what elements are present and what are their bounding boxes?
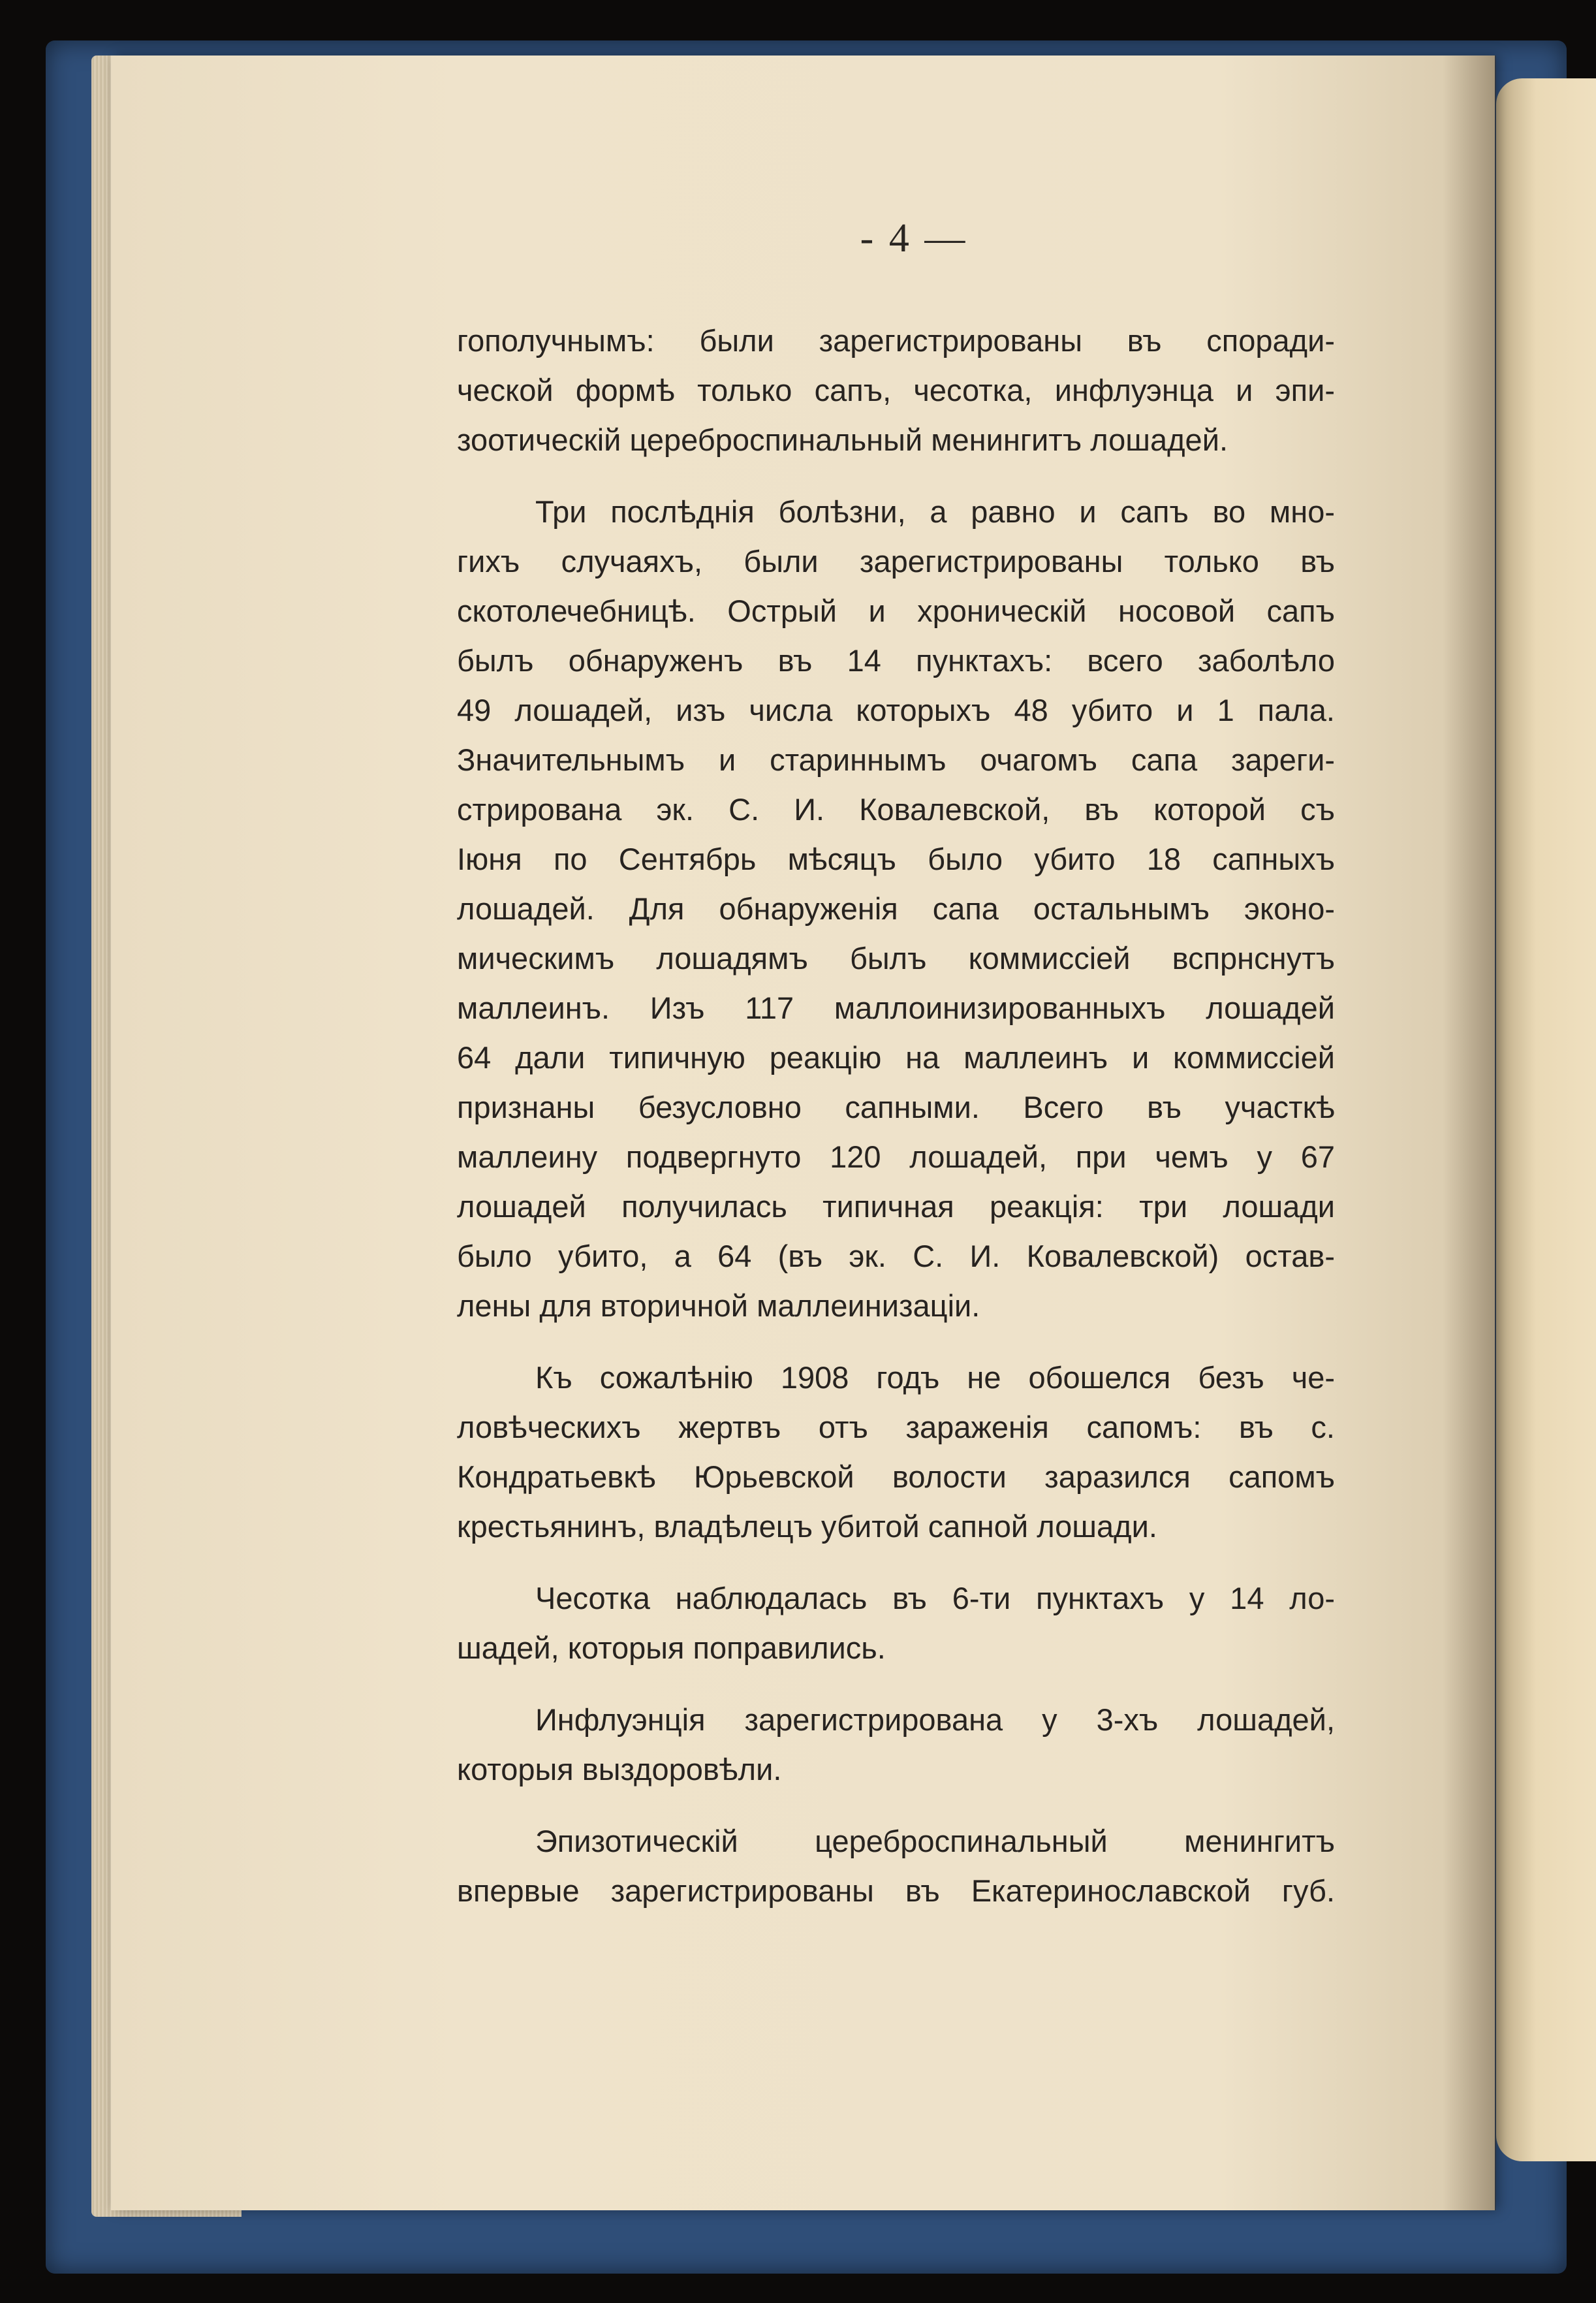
text-line: Къ сожалѣнію 1908 годъ не обошелся безъ че- [535,1360,1335,1395]
paragraph-5 [457,1695,1335,1794]
text-line: былъ обнаруженъ въ 14 пунктахъ: всего заболѣло [457,643,1335,678]
text-line: Три послѣднія болѣзни, а равно и сапъ во мно- [535,494,1335,529]
text-line: было убито, а 64 (въ эк. С. И. Ковалевской) остав- [457,1239,1335,1273]
paragraph-1 [457,316,1335,465]
text-line: Значительнымъ и стариннымъ очагомъ сапа зареги- [457,742,1335,777]
text-line: 49 лошадей, изъ числа которыхъ 48 убито и 1 пала. [457,693,1335,727]
text-line: которыя выздоровѣли. [457,1752,782,1787]
text-line: лошадей. Для обнаруженія сапа остальнымъ эконо- [457,891,1335,926]
text-line: 64 дали типичную реакцію на маллеинъ и коммиссіей [457,1040,1335,1075]
text-line: Инфлуэнція зарегистрирована у 3-хъ лошадей, [535,1702,1335,1737]
page-number: - 4 — [860,216,968,261]
text-line: впервые зарегистрированы въ Екатеринославской губ. [457,1873,1335,1908]
text-line: Эпизотическій цереброспинальный менингитъ [535,1824,1335,1858]
text-line: Кондратьевкѣ Юрьевской волости заразился сапомъ [457,1459,1335,1494]
text-line: маллеинъ. Изъ 117 маллоинизированныхъ лошадей [457,991,1335,1025]
text-line: Чесотка наблюдалась въ 6-ти пунктахъ у 14 ло- [535,1581,1335,1615]
text-line: шадей, которыя поправились. [457,1630,886,1665]
text-line: ческой формѣ только сапъ, чесотка, инфлуэнца и эпи- [457,373,1335,407]
text-line: ловѣческихъ жертвъ отъ зараженія сапомъ: въ с. [457,1410,1335,1444]
text-line: лошадей получилась типичная реакція: три лошади [457,1189,1335,1224]
text-line: зоотическій цереброспинальный менингитъ лошадей. [457,422,1228,457]
text-line: стрирована эк. С. И. Ковалевской, въ которой съ [457,792,1335,827]
text-line: гихъ случаяхъ, были зарегистрированы только въ [457,544,1335,579]
paragraph-3 [457,1353,1335,1551]
facing-page [1496,78,1596,2161]
paragraph-4 [457,1574,1335,1673]
text-line: скотолечебницѣ. Острый и хроническій носовой сапъ [457,594,1335,628]
text-line: гополучнымъ: были зарегистрированы въ споради- [457,323,1335,358]
text-line: мическимъ лошадямъ былъ коммиссіей вспрнснутъ [457,941,1335,976]
paragraph-6 [457,1817,1335,1916]
page-gutter-shadow [1443,56,1496,2210]
text-line: лены для вторичной маллеинизаціи. [457,1288,980,1323]
paragraph-2 [457,487,1335,1331]
text-line: крестьянинъ, владѣлецъ убитой сапной лошади. [457,1509,1157,1544]
text-line: Іюня по Сентябрь мѣсяцъ было убито 18 сапныхъ [457,842,1335,876]
text-line: признаны безусловно сапными. Всего въ участкѣ [457,1090,1335,1124]
page-body-text [457,316,1335,1938]
text-line: маллеину подвергнуто 120 лошадей, при чемъ у 67 [457,1139,1335,1174]
